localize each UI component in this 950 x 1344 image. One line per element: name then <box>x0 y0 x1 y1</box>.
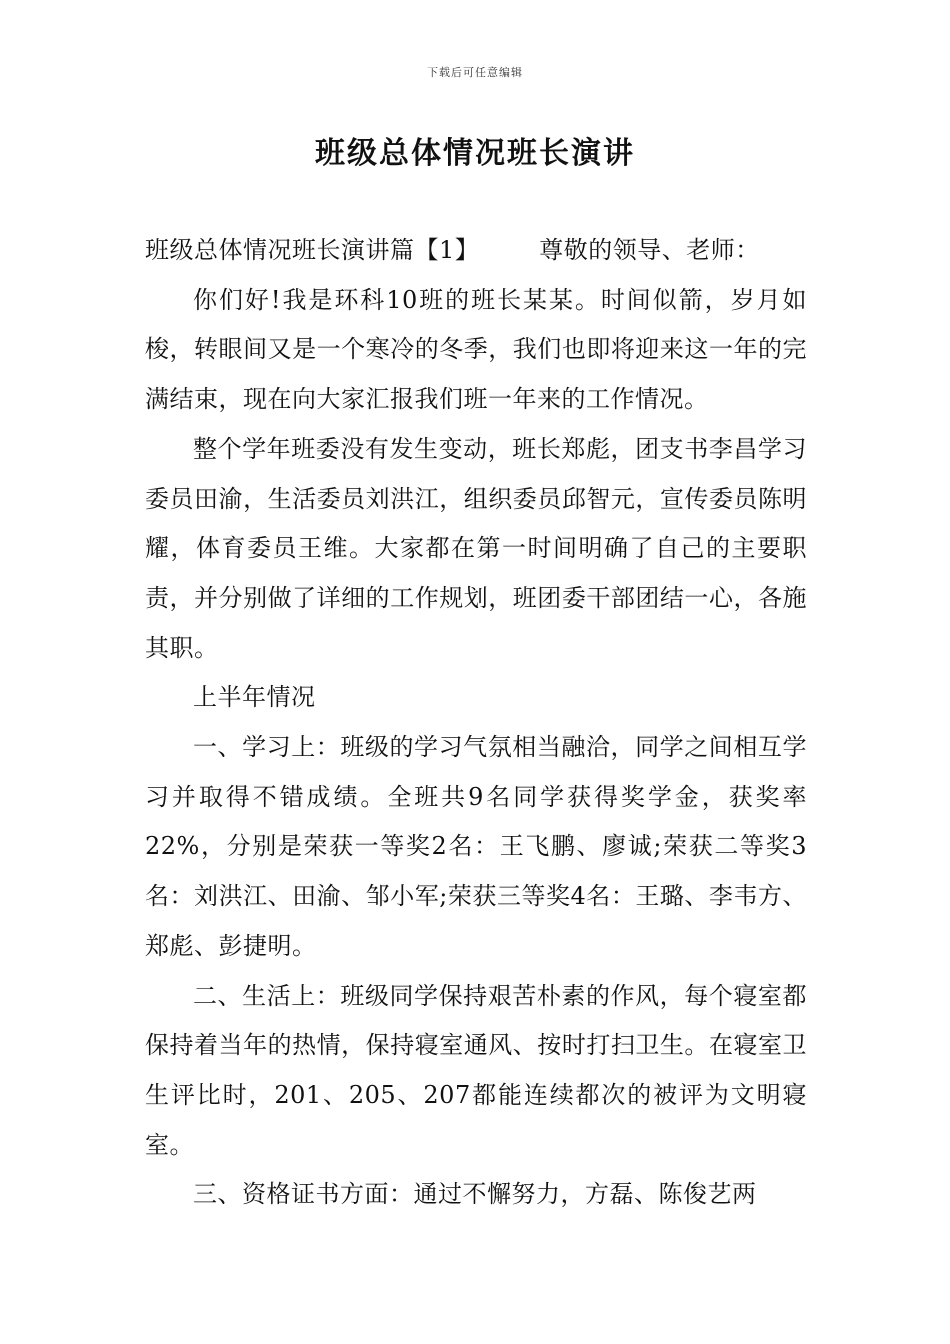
document-body <box>145 226 807 1220</box>
page-header-note: 下载后可任意编辑 <box>427 66 523 79</box>
paragraph-life: 二、生活上：班级同学保持艰苦朴素的作风，每个寝室都保持着当年的热情，保持寝室通风、按时打扫卫生。在寝室卫生评比时，201、205、207都能连续都次的被评为文明寝室。 <box>145 981 807 1159</box>
salutation: 尊敬的领导、老师： <box>539 236 760 264</box>
paragraph-study: 一、学习上：班级的学习气氛相当融洽，同学之间相互学习并取得不错成绩。全班共9名同学获得奖学金，获奖率22%，分别是荣获一等奖2名：王飞鹏、廖诚;荣获二等奖3名：刘洪江、田渝、邹小军;荣获三等奖4名：王璐、李韦方、郑彪、彭捷明。 <box>145 733 807 960</box>
paragraph-committee: 整个学年班委没有发生变动，班长郑彪，团支书李昌学习委员田渝，生活委员刘洪江，组织委员邱智元，宣传委员陈明耀，体育委员王维。大家都在第一时间明确了自己的主要职责，并分别做了详细的工作规划，班团委干部团结一心，各施其职。 <box>145 434 807 662</box>
paragraph-greeting: 你们好!我是环科10班的班长某某。时间似箭，岁月如梭，转眼间又是一个寒冷的冬季，我们也即将迎来这一年的完满结束，现在向大家汇报我们班一年来的工作情况。 <box>145 285 807 414</box>
part-label: 班级总体情况班长演讲篇【1】 <box>145 236 480 264</box>
paragraph-certificates: 三、资格证书方面：通过不懈努力，方磊、陈俊艺两 <box>193 1180 757 1209</box>
document-title: 班级总体情况班长演讲 <box>315 136 635 171</box>
intro-line <box>145 226 807 276</box>
section-heading-first-half: 上半年情况 <box>193 683 316 712</box>
